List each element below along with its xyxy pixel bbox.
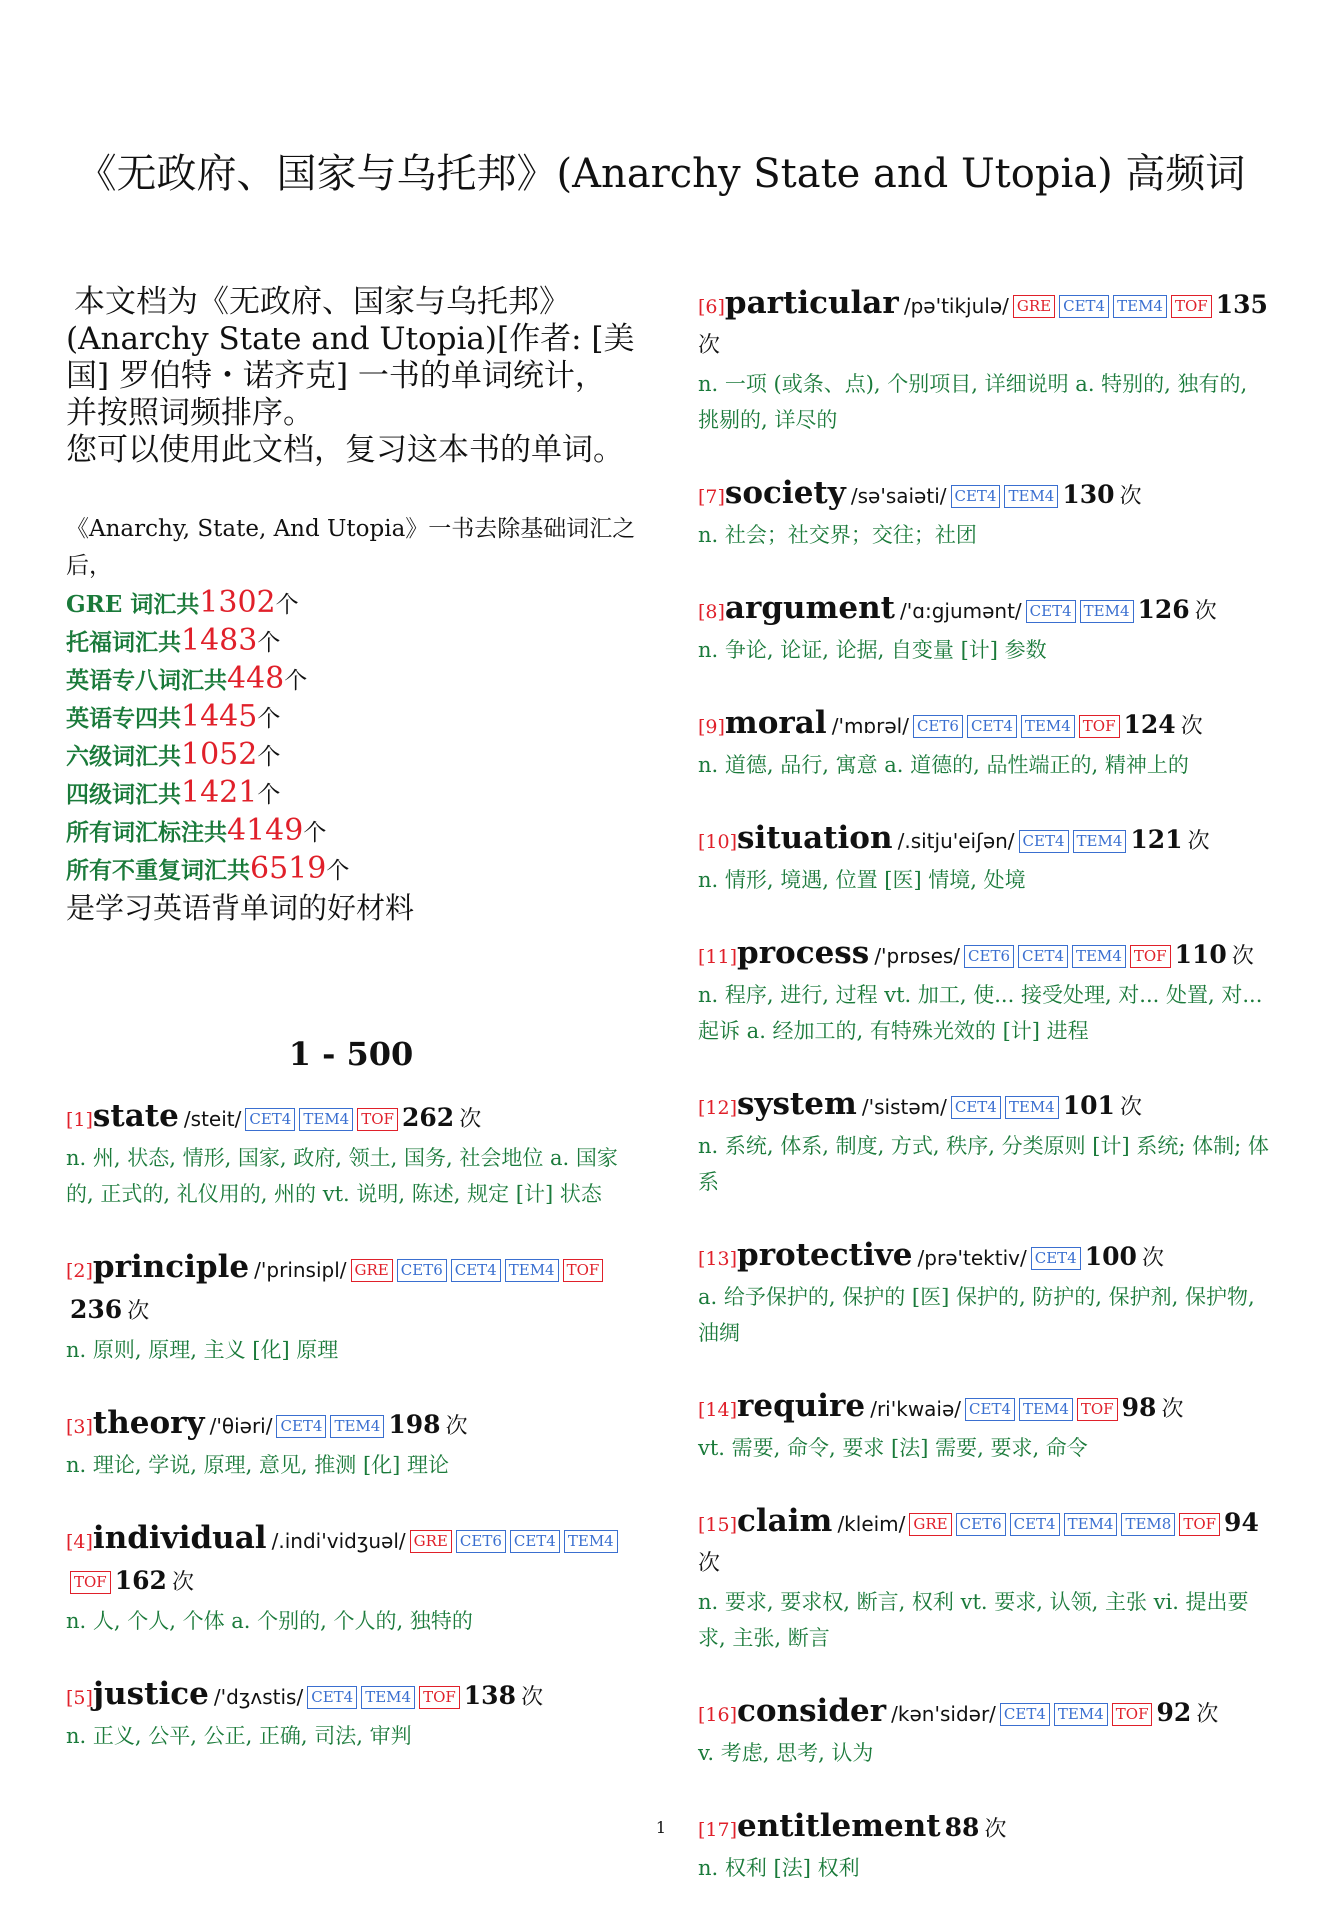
entry-phonetic: /'dʒʌstis/ — [213, 1685, 304, 1709]
word-entry — [66, 1248, 636, 1368]
stat-unit: 个 — [326, 858, 350, 884]
word-entry — [698, 589, 1270, 668]
entry-count: 124 — [1123, 710, 1176, 739]
level-tag: CET4 — [1019, 830, 1069, 853]
level-tag: TOF — [1077, 1398, 1118, 1421]
stat-count: 6519 — [250, 851, 327, 886]
level-tag: CET4 — [951, 485, 1001, 508]
level-tag: TEM4 — [1019, 1398, 1073, 1421]
entry-times: 次 — [698, 333, 721, 358]
entry-phonetic: /'θiəri/ — [209, 1414, 273, 1438]
entry-count: 110 — [1174, 940, 1227, 969]
entry-index: [16] — [698, 1704, 738, 1726]
entry-count: 98 — [1121, 1393, 1157, 1422]
stat-line — [66, 737, 636, 775]
word-entry — [66, 1519, 636, 1639]
intro-paragraph: 本文档为《无政府、国家与乌托邦》(Anarchy State and Utopia)[作者: [美国] 罗伯特・诺齐克] 一书的单词统计，并按照词频排序。 — [66, 284, 635, 431]
entry-index: [12] — [698, 1097, 738, 1119]
entry-index: [6] — [698, 296, 725, 318]
level-tag: TEM4 — [1054, 1703, 1108, 1726]
entry-count: 101 — [1062, 1091, 1115, 1120]
level-tag: CET4 — [510, 1530, 560, 1553]
entry-count: 121 — [1130, 825, 1183, 854]
entry-count: 126 — [1137, 595, 1190, 624]
entry-word: particular — [724, 285, 899, 321]
entry-head — [66, 1097, 636, 1140]
level-tag: CET4 — [1018, 945, 1068, 968]
entry-definition: n. 州, 状态, 情形, 国家, 政府, 领土, 国务, 社会地位 a. 国家的, 正式的, 礼仪用的, 州的 vt. 说明, 陈述, 规定 [计] 状态 — [66, 1146, 618, 1206]
level-tag: TOF — [357, 1108, 398, 1131]
page-number: 1 — [655, 1818, 667, 1837]
entry-index: [3] — [66, 1416, 93, 1438]
entry-count: 198 — [388, 1410, 441, 1439]
entry-index: [15] — [698, 1514, 738, 1536]
entry-definition: n. 权利 [法] 权利 — [698, 1856, 860, 1880]
entry-index: [1] — [66, 1109, 93, 1131]
stat-line — [66, 661, 636, 699]
level-tag: TOF — [70, 1571, 111, 1594]
level-tag: TEM4 — [1113, 295, 1167, 318]
entry-word: argument — [724, 590, 895, 626]
entry-head — [698, 934, 1270, 977]
entry-definition: n. 道德, 品行, 寓意 a. 道德的, 品性端正的, 精神上的 — [698, 753, 1189, 777]
level-tag: TEM4 — [1072, 945, 1126, 968]
stat-line — [66, 775, 636, 813]
entry-word: claim — [737, 1503, 833, 1539]
level-tag: TOF — [1130, 945, 1171, 968]
stat-unit: 个 — [257, 782, 281, 808]
entry-count: 236 — [70, 1295, 123, 1324]
level-tag: TOF — [419, 1686, 460, 1709]
entry-word: society — [724, 475, 846, 511]
stat-count: 4149 — [227, 813, 304, 848]
stat-label: 英语专八词汇共 — [66, 667, 227, 694]
entry-index: [9] — [698, 716, 725, 738]
stat-unit: 个 — [275, 592, 299, 618]
entry-times: 次 — [1120, 1095, 1143, 1120]
level-tag: CET4 — [451, 1259, 501, 1282]
level-tag: TEM4 — [1021, 715, 1075, 738]
entry-word: moral — [724, 705, 827, 741]
entry-times: 次 — [1161, 1397, 1184, 1422]
entry-times: 次 — [1231, 944, 1254, 969]
word-entry — [66, 1097, 636, 1212]
word-entry — [698, 1502, 1270, 1656]
entry-definition: n. 理论, 学说, 原理, 意见, 推测 [化] 理论 — [66, 1453, 450, 1477]
level-tag: TEM4 — [1004, 485, 1058, 508]
entry-definition: n. 社会；社交界；交往；社团 — [698, 523, 977, 547]
level-tag: CET6 — [456, 1530, 506, 1553]
entry-count: 100 — [1084, 1242, 1137, 1271]
entry-definition: n. 一项 (或条、点), 个别项目, 详细说明 a. 特别的, 独有的, 挑剔的, 详尽的 — [698, 372, 1248, 432]
entry-count: 135 — [1215, 290, 1268, 319]
entry-count: 138 — [463, 1681, 516, 1710]
entry-phonetic: /'prinsipl/ — [254, 1258, 347, 1282]
entry-head — [698, 589, 1270, 632]
word-entry — [66, 1404, 636, 1483]
entry-word: individual — [92, 1520, 267, 1556]
level-tag: GRE — [410, 1530, 452, 1553]
level-tag: TEM4 — [564, 1530, 618, 1553]
level-tag: TOF — [1079, 715, 1120, 738]
entry-times: 次 — [1180, 714, 1203, 739]
intro-paragraph: 您可以使用此文档，复习这本书的单词。 — [66, 432, 624, 468]
entry-index: [4] — [66, 1531, 93, 1553]
stat-label: 英语专四共 — [66, 705, 181, 732]
stat-unit: 个 — [257, 706, 281, 732]
entry-phonetic: /kən'sidər/ — [891, 1702, 996, 1726]
level-tag: TEM4 — [330, 1415, 384, 1438]
entry-phonetic: /'mɒrəl/ — [831, 714, 909, 738]
level-tag: GRE — [1013, 295, 1055, 318]
word-entry — [698, 1692, 1270, 1771]
stat-label: 所有词汇标注共 — [66, 819, 227, 846]
entry-phonetic: /sə'saiəti/ — [850, 484, 947, 508]
level-tag: CET4 — [1010, 1513, 1060, 1536]
level-tag: CET4 — [967, 715, 1017, 738]
entry-head — [698, 1387, 1270, 1430]
entry-phonetic: /kleim/ — [837, 1512, 906, 1536]
entry-definition: n. 原则, 原理, 主义 [化] 原理 — [66, 1338, 339, 1362]
entry-times: 次 — [1187, 829, 1210, 854]
level-tag: CET4 — [245, 1108, 295, 1131]
entry-word: process — [737, 935, 870, 971]
stat-unit: 个 — [284, 668, 308, 694]
entry-count: 88 — [944, 1813, 980, 1842]
word-entry — [698, 1085, 1270, 1200]
entry-head — [698, 704, 1270, 747]
entry-index: [11] — [698, 946, 738, 968]
entry-head — [698, 284, 1270, 366]
entry-word: principle — [92, 1249, 250, 1285]
entry-definition: vt. 需要, 命令, 要求 [法] 需要, 要求, 命令 — [698, 1436, 1088, 1460]
stat-label: 四级词汇共 — [66, 781, 181, 808]
level-tag: TEM4 — [1005, 1096, 1059, 1119]
level-tag: TEM4 — [1080, 600, 1134, 623]
word-entry — [698, 474, 1270, 553]
entry-phonetic: /pə'tikjulə/ — [903, 294, 1009, 318]
entry-head — [698, 1692, 1270, 1735]
level-tag: TEM4 — [505, 1259, 559, 1282]
entry-definition: v. 考虑, 思考, 认为 — [698, 1741, 874, 1765]
stat-line — [66, 585, 636, 623]
entry-phonetic: /'sistəm/ — [861, 1095, 947, 1119]
level-tag: CET4 — [1026, 600, 1076, 623]
entry-count: 162 — [114, 1566, 167, 1595]
entry-definition: n. 正义, 公平, 公正, 正确, 司法, 审判 — [66, 1724, 412, 1748]
level-tag: CET6 — [964, 945, 1014, 968]
level-tag: TEM4 — [1073, 830, 1127, 853]
entry-word: justice — [92, 1676, 209, 1712]
level-tag: CET4 — [1000, 1703, 1050, 1726]
entry-head — [698, 1085, 1270, 1128]
range-heading: 1 - 500 — [288, 1035, 414, 1073]
word-entry — [698, 1236, 1270, 1351]
entry-index: [7] — [698, 486, 725, 508]
left-column — [66, 284, 636, 1790]
stat-line — [66, 699, 636, 737]
entry-times: 次 — [127, 1299, 150, 1324]
entry-index: [10] — [698, 831, 738, 853]
entry-definition: n. 系统, 体系, 制度, 方式, 秩序, 分类原则 [计] 系统; 体制; 体系 — [698, 1134, 1269, 1194]
stat-count: 1445 — [181, 699, 258, 734]
entry-head — [66, 1248, 636, 1332]
level-tag: TOF — [1112, 1703, 1153, 1726]
entry-times: 次 — [1119, 484, 1142, 509]
entry-count: 130 — [1062, 480, 1115, 509]
entry-count: 262 — [401, 1103, 455, 1132]
entry-phonetic: /steit/ — [183, 1107, 242, 1131]
entry-phonetic: /'prɒses/ — [874, 944, 961, 968]
level-tag: CET4 — [307, 1686, 357, 1709]
entry-word: require — [737, 1388, 866, 1424]
level-tag: TEM4 — [299, 1108, 353, 1131]
entry-definition: n. 程序, 进行, 过程 vt. 加工, 使... 接受处理, 对... 处置, 对... 起诉 a. 经加工的, 有特殊光效的 [计] 进程 — [698, 983, 1263, 1043]
word-entry — [698, 1387, 1270, 1466]
entry-head — [66, 1519, 636, 1603]
stat-count: 1052 — [181, 737, 258, 772]
entry-times: 次 — [984, 1817, 1007, 1842]
level-tag: TOF — [1179, 1513, 1220, 1536]
page-title: 《无政府、国家与乌托邦》(Anarchy State and Utopia) 高频词 — [76, 151, 1246, 197]
stat-count: 1483 — [181, 623, 258, 658]
stat-unit: 个 — [303, 820, 327, 846]
entry-word: protective — [737, 1237, 913, 1273]
level-tag: CET4 — [1059, 295, 1109, 318]
entry-definition: n. 情形, 境遇, 位置 [医] 情境, 处境 — [698, 868, 1026, 892]
entry-index: [2] — [66, 1260, 93, 1282]
entry-definition: n. 要求, 要求权, 断言, 权利 vt. 要求, 认领, 主张 vi. 提出要求, 主张, 断言 — [698, 1590, 1249, 1650]
stat-label: 所有不重复词汇共 — [66, 857, 250, 884]
entry-word: consider — [737, 1693, 887, 1729]
level-tag: GRE — [909, 1513, 951, 1536]
word-entry — [698, 819, 1270, 898]
level-tag: CET6 — [913, 715, 963, 738]
vocab-stats — [66, 511, 636, 927]
level-tag: CET4 — [965, 1398, 1015, 1421]
entry-definition: n. 人, 个人, 个体 a. 个别的, 个人的, 独特的 — [66, 1609, 473, 1633]
stat-line — [66, 813, 636, 851]
entry-phonetic: /'ɑ:gjumənt/ — [900, 599, 1022, 623]
entry-index: [13] — [698, 1248, 738, 1270]
entry-word: situation — [737, 820, 893, 856]
stat-label: 六级词汇共 — [66, 743, 181, 770]
intro — [66, 284, 636, 469]
level-tag: CET6 — [956, 1513, 1006, 1536]
entry-head — [66, 1404, 636, 1447]
stat-line — [66, 851, 636, 889]
right-column — [698, 284, 1270, 1922]
word-entry — [698, 284, 1270, 438]
entry-index: [5] — [66, 1687, 93, 1709]
entry-times: 次 — [1196, 1702, 1219, 1727]
level-tag: TOF — [563, 1259, 604, 1282]
stat-unit: 个 — [257, 630, 281, 656]
entry-phonetic: /ri'kwaiə/ — [870, 1397, 962, 1421]
level-tag: GRE — [351, 1259, 393, 1282]
entry-phonetic: /.indi'vidʒuəl/ — [271, 1529, 406, 1553]
level-tag: TEM4 — [361, 1686, 415, 1709]
level-tag: CET6 — [397, 1259, 447, 1282]
entry-phonetic: /prə'tektiv/ — [917, 1246, 1027, 1270]
entry-index: [14] — [698, 1399, 738, 1421]
stat-count: 1302 — [199, 585, 276, 620]
entry-definition: a. 给予保护的, 保护的 [医] 保护的, 防护的, 保护剂, 保护物, 油绸 — [698, 1285, 1255, 1345]
word-entry — [698, 934, 1270, 1049]
stat-count: 448 — [227, 661, 285, 696]
entry-head — [698, 1236, 1270, 1279]
entry-times: 次 — [459, 1107, 482, 1132]
level-tag: CET4 — [951, 1096, 1001, 1119]
entry-times: 次 — [1194, 599, 1217, 624]
level-tag: CET4 — [1031, 1247, 1081, 1270]
entry-head — [698, 1502, 1270, 1584]
entry-times: 次 — [698, 1551, 721, 1576]
entry-times: 次 — [445, 1414, 468, 1439]
stat-line — [66, 623, 636, 661]
stat-label: 托福词汇共 — [66, 629, 181, 656]
entry-head — [698, 474, 1270, 517]
level-tag: CET4 — [276, 1415, 326, 1438]
stat-count: 1421 — [181, 775, 258, 810]
stat-label: GRE 词汇共 — [66, 591, 200, 618]
level-tag: TOF — [1171, 295, 1212, 318]
level-tag: TEM4 — [1064, 1513, 1118, 1536]
entry-count: 94 — [1224, 1508, 1259, 1537]
stats-lead: 《Anarchy, State, And Utopia》一书去除基础词汇之后， — [66, 516, 636, 579]
stat-unit: 个 — [257, 744, 281, 770]
entry-head — [698, 819, 1270, 862]
entry-word: state — [92, 1098, 179, 1134]
entry-word: entitlement — [737, 1808, 941, 1844]
entry-head — [66, 1675, 636, 1718]
entry-phonetic: /.sitju'eiʃən/ — [897, 829, 1015, 853]
entry-times: 次 — [172, 1570, 195, 1595]
entry-times: 次 — [521, 1685, 544, 1710]
entry-word: theory — [92, 1405, 205, 1441]
entry-count: 92 — [1156, 1698, 1192, 1727]
entry-index: [17] — [698, 1819, 738, 1841]
word-entry — [66, 1675, 636, 1754]
entry-word: system — [737, 1086, 857, 1122]
entry-times: 次 — [1141, 1246, 1164, 1271]
level-tag: TEM8 — [1121, 1513, 1175, 1536]
entry-definition: n. 争论, 论证, 论据, 自变量 [计] 参数 — [698, 638, 1047, 662]
word-entry — [698, 704, 1270, 783]
stats-closing: 是学习英语背单词的好材料 — [66, 891, 415, 925]
entry-index: [8] — [698, 601, 725, 623]
